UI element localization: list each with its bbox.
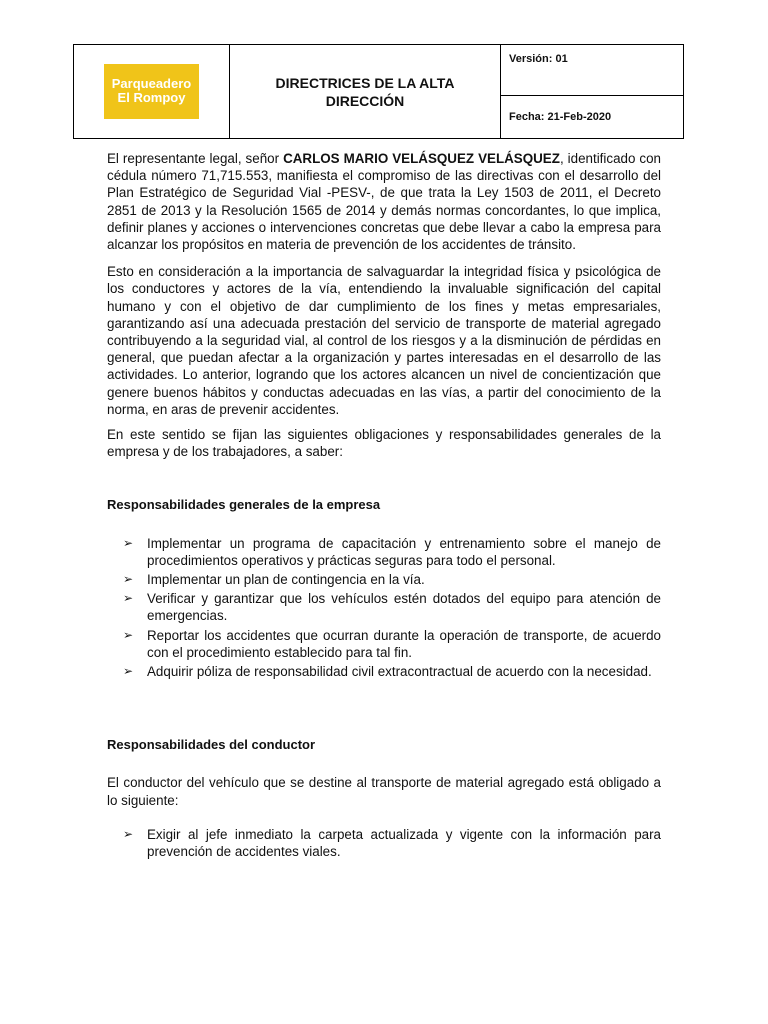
list-item [107, 535, 661, 569]
logo-cell [74, 45, 230, 139]
company-responsibilities-list [107, 535, 661, 681]
arrow-bullet-icon: ➢ [123, 572, 134, 587]
list-item-text: Verificar y garantizar que los vehículos estén dotados del equipo para atención de emergencias. [147, 591, 661, 624]
list-item [107, 826, 661, 860]
list-item [107, 663, 661, 680]
company-responsibilities-heading: Responsabilidades generales de la empresa [107, 497, 381, 513]
title-line-2: DIRECCIÓN [325, 92, 405, 109]
date-field: Fecha: 21-Feb-2020 [501, 96, 684, 139]
legal-representative-name: CARLOS MARIO VELÁSQUEZ VELÁSQUEZ [283, 151, 560, 166]
context-paragraph: Esto en consideración a la importancia de salvaguardar la integridad física y psicológica de los conductores y actores de la vía, entendiendo la invaluable significación del capital humano y con el objetivo de dar cumplimiento de los fines y metas empresariales, garantizando así una adecuada prestación del servicio de transporte de material agregado contribuyendo a la seguridad vial, al control de los riesgos y a la disminución de pérdidas en general, que puedan afectar a la organización y partes interesadas en el desarrollo de las actividades. Lo anterior, logrando que los actores alcancen un nivel de concientización que genere buenos hábitos y conductas adecuadas en las vías, a partir del conocimiento de la norma, en aras de prevenir accidentes. [107, 264, 661, 417]
list-item-text: Exigir al jefe inmediato la carpeta actualizada y vigente con la información para prevención de accidentes viales. [147, 826, 661, 860]
driver-intro-paragraph: El conductor del vehículo que se destine al transporte de material agregado está obligado a lo siguiente: [107, 775, 661, 808]
arrow-bullet-icon: ➢ [123, 826, 134, 841]
arrow-bullet-icon: ➢ [123, 591, 134, 606]
logo-line-1: Parqueadero [111, 76, 192, 91]
driver-responsibilities-list [107, 826, 661, 860]
arrow-bullet-icon: ➢ [123, 535, 134, 550]
list-item [107, 627, 661, 661]
list-item [107, 571, 661, 588]
list-item-text: Adquirir póliza de responsabilidad civil extracontractual de acuerdo con la necesidad. [147, 664, 652, 680]
arrow-bullet-icon: ➢ [123, 627, 134, 642]
list-item-text: Reportar los accidentes que ocurran durante la operación de transporte, de acuerdo con el procedimiento establecido para tal fin. [147, 627, 661, 660]
arrow-bullet-icon: ➢ [123, 664, 134, 679]
title-line-1: DIRECTRICES DE LA ALTA [275, 74, 455, 91]
intro-paragraph: El representante legal, señor CARLOS MARIO VELÁSQUEZ VELÁSQUEZ, identificado con cédula número 71,715.553, manifiesta el compromiso de las directivas con el desarrollo del Plan Estratégico de Seguridad Vial -PESV-, de que trata la Ley 1503 de 2011, el Decreto 2851 de 2013 y la Resolución 1565 de 2014 y demás normas concordantes, lo que implica, definir planes y acciones o intervenciones concretas que debe llevar a cabo la empresa para alcanzar los propósitos en materia de prevención de los accidentes de tránsito. [107, 151, 661, 253]
logo-line-2: El Rompoy [117, 90, 186, 105]
list-item-text: Implementar un plan de contingencia en la vía. [147, 572, 425, 588]
list-item [107, 590, 661, 624]
document-title [230, 45, 501, 139]
document-body [107, 150, 661, 862]
obligations-intro-paragraph: En este sentido se fijan las siguientes obligaciones y responsabilidades generales de la empresa y de los trabajadores, a saber: [107, 427, 661, 460]
company-logo [104, 64, 199, 119]
list-item-text: Implementar un programa de capacitación y entrenamiento sobre el manejo de procedimientos operativos y prácticas seguras para todo el personal. [147, 535, 661, 568]
driver-responsibilities-heading: Responsabilidades del conductor [107, 737, 316, 753]
document-header [73, 44, 684, 139]
version-field: Versión: 01 [501, 45, 684, 96]
